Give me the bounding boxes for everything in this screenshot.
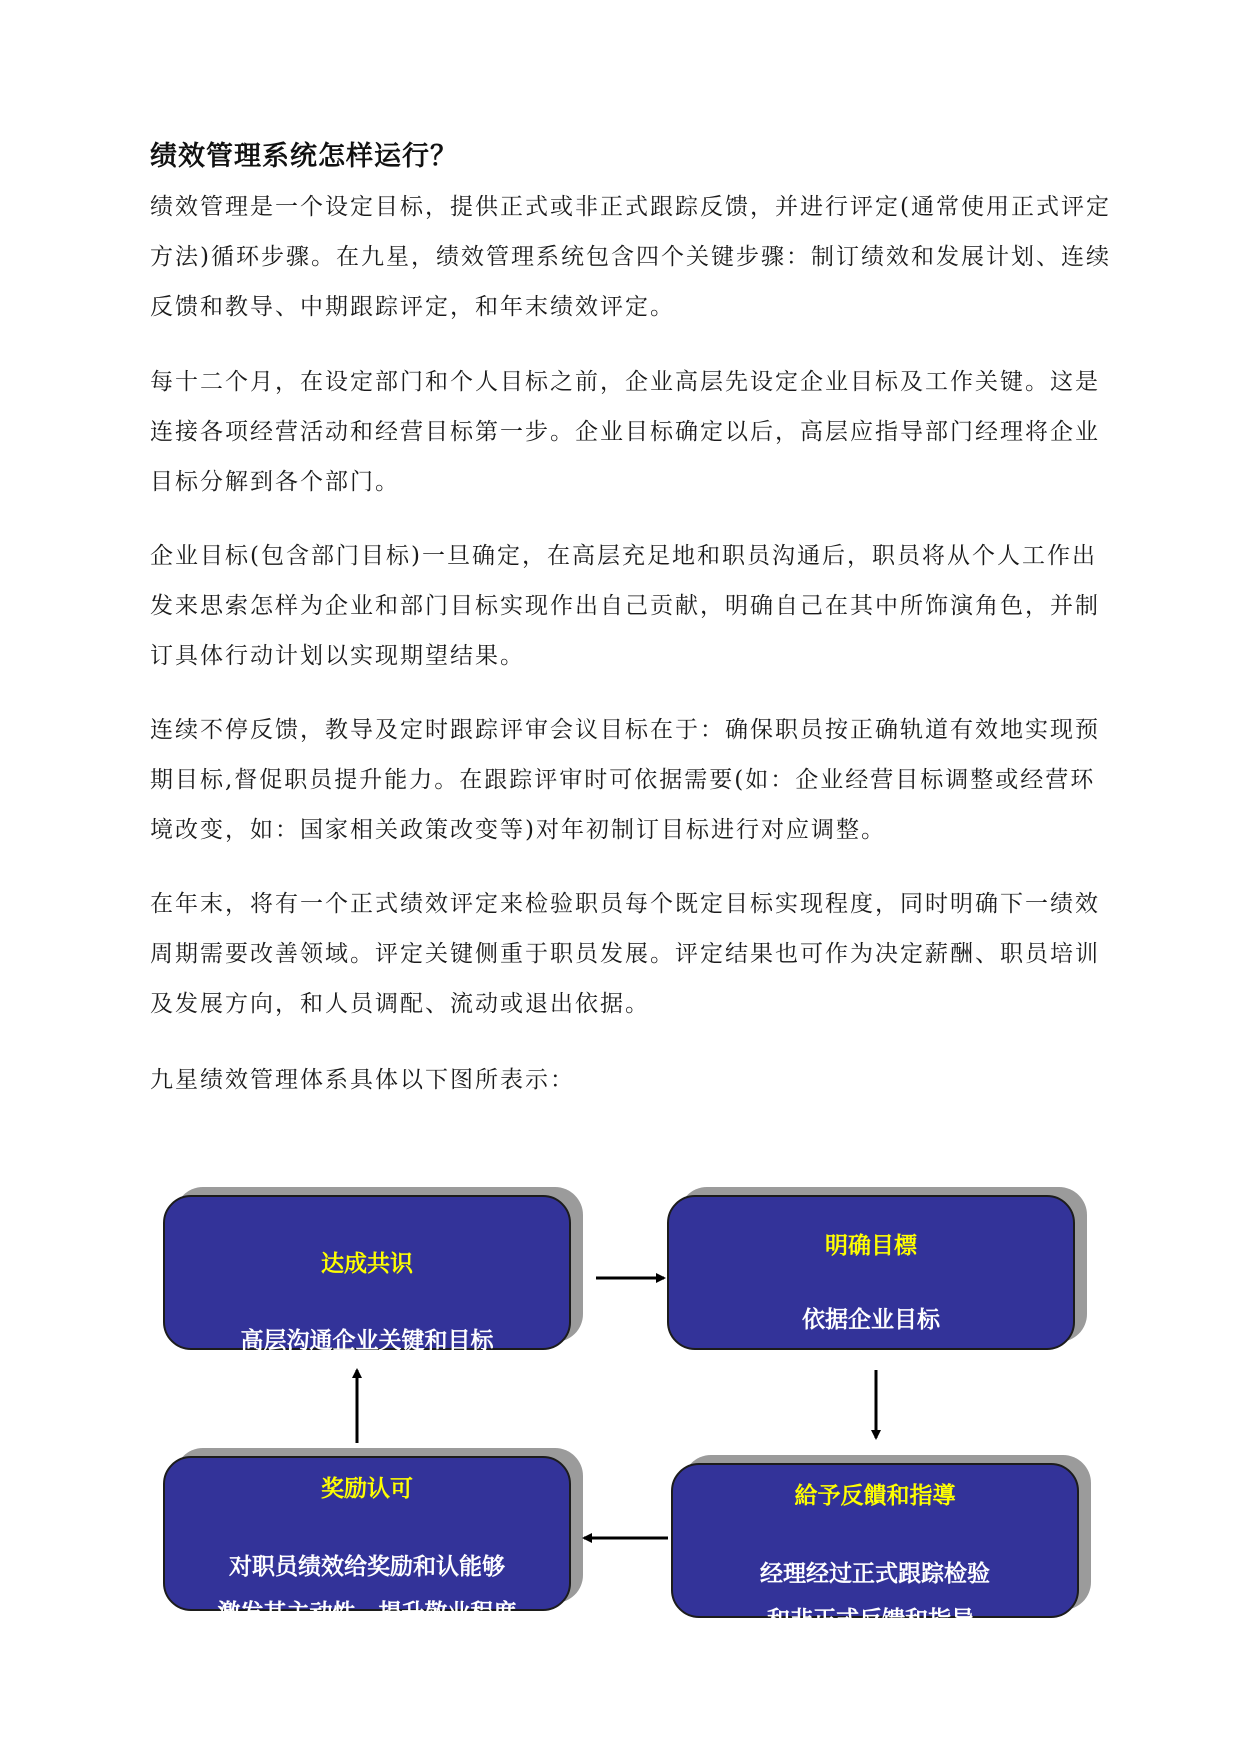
- reward-title: 奖励认可: [321, 1476, 413, 1502]
- paragraph-2: 每十二个月，在设定部门和个人目标之前，企业高层先设定企业目标及工作关键。这是连接各项经营活动和经营目标第一步。企业目标确定以后，高层应指导部门经理将企业目标分解到各个部门。: [150, 369, 1100, 495]
- reward-body-line-2: 激发其主动性，提升敬业程度: [217, 1600, 517, 1626]
- feedback-title: 給予反饋和指導: [794, 1483, 956, 1509]
- paragraph-6: 九星绩效管理体系具体以下图所表示：: [150, 1067, 575, 1093]
- goals-title: 明确目標: [825, 1233, 917, 1259]
- paragraph-1: 绩效管理是一个设定目标，提供正式或非正式跟踪反馈，并进行评定(通常使用正式评定方法)循环步骤。在九星，绩效管理系统包含四个关键步骤：制订绩效和发展计划、连续反馈和教导、中期跟踪评定，和年末绩效评定。: [150, 194, 1111, 320]
- feedback-body: [673, 1551, 1077, 1643]
- reward-body-line-1: 对职员绩效给奖励和认能够: [229, 1554, 505, 1580]
- paragraph-4: 连续不停反馈，教导及定时跟踪评审会议目标在于：确保职员按正确轨道有效地实现预期目标,督促职员提升能力。在跟踪评审时可依据需要(如：企业经营目标调整或经营环境改变，如：国家相关政策改变等)对年初制订目标进行对应调整。: [150, 717, 1100, 843]
- goals-box: [667, 1195, 1075, 1350]
- paragraph-3: 企业目标(包含部门目标)一旦确定，在高层充足地和职员沟通后，职员将从个人工作出发来思索怎样为企业和部门目标实现作出自己贡献，明确自己在其中所饰演角色，并制订具体行动计划以实现期望结果。: [150, 543, 1100, 669]
- feedback-box: [671, 1463, 1079, 1633]
- section-title: 绩效管理系统怎样运行？: [150, 141, 458, 172]
- feedback-body-line-1: 经理经过正式跟踪检验: [760, 1561, 990, 1587]
- consensus-box: [163, 1195, 571, 1354]
- reward-body: [165, 1544, 569, 1636]
- reward-box: [163, 1456, 571, 1626]
- consensus-title: 达成共识: [321, 1251, 413, 1277]
- feedback-body-line-2: 和非正式反馈和指导,: [767, 1607, 983, 1633]
- consensus-body: 高层沟通企业关键和目标: [240, 1328, 494, 1354]
- goals-body: 依据企业目标: [802, 1307, 940, 1333]
- paragraph-5: 在年末，将有一个正式绩效评定来检验职员每个既定目标实现程度，同时明确下一绩效周期需要改善领域。评定关键侧重于职员发展。评定结果也可作为决定薪酬、职员培训及发展方向，和人员调配、流动或退出依据。: [150, 891, 1100, 1017]
